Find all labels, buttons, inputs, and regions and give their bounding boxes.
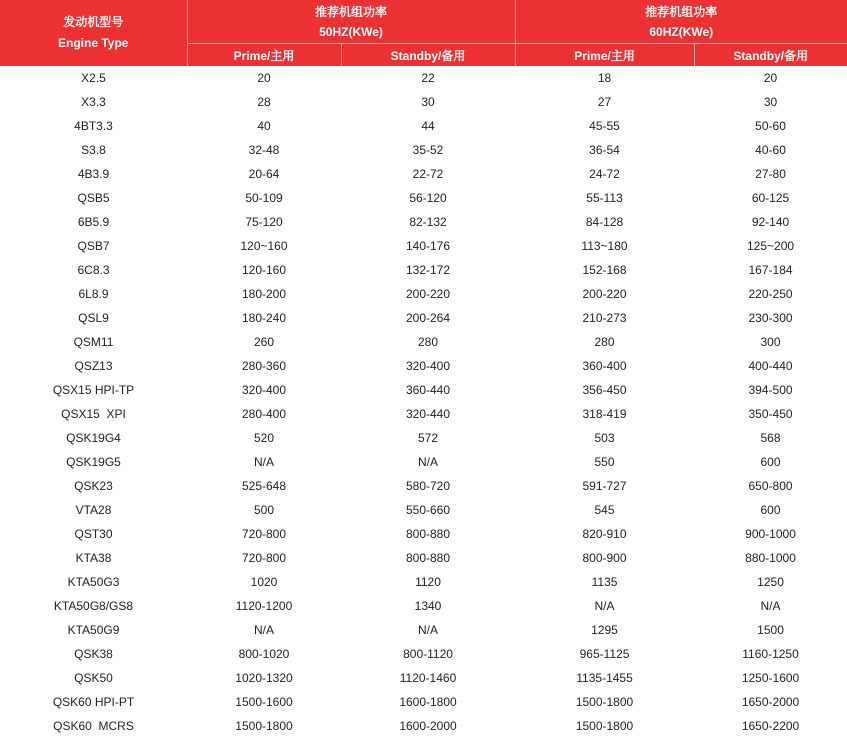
table-row <box>0 186 847 210</box>
power-60hz-standby-cell: 400-440 <box>748 359 793 373</box>
power-60hz-standby-cell: 1160-1250 <box>742 647 799 661</box>
power-60hz-prime-cell: 1135-1455 <box>576 671 633 685</box>
engine-type-cell: QSX15 HPI-TP <box>52 383 135 397</box>
power-60hz-standby-cell: 1250 <box>757 575 784 589</box>
power-50hz-standby-cell: 1120-1460 <box>399 671 457 685</box>
power-60hz-standby-cell: 92-140 <box>751 215 790 229</box>
power-60hz-standby-cell: 1250-1600 <box>741 671 800 685</box>
engine-type-cell: QSM11 <box>73 335 114 349</box>
power-50hz-prime-cell: 1120-1200 <box>235 599 293 613</box>
power-60hz-standby-cell: 1500 <box>757 623 784 637</box>
engine-type-cell: QSK19G4 <box>66 431 121 445</box>
engine-type-cell: X3.3 <box>81 95 106 109</box>
power-60hz-standby-cell: 40-60 <box>755 143 786 157</box>
power-50hz-standby-cell: 22-72 <box>412 167 444 181</box>
power-60hz-standby-cell: 650-800 <box>748 479 793 493</box>
table-row <box>0 354 847 378</box>
power-50hz-standby-cell: 132-172 <box>405 263 451 277</box>
table-row <box>0 618 847 642</box>
power-50hz-prime-cell: 20 <box>257 71 271 85</box>
table-row <box>0 66 847 90</box>
power-50hz-prime-cell: 75-120 <box>245 215 283 229</box>
engine-type-cell: QSK38 <box>74 647 113 661</box>
power-50hz-standby-cell: 320-440 <box>405 407 451 421</box>
table-row <box>0 474 847 498</box>
engine-type-header-en: Engine Type <box>58 36 129 50</box>
power-60hz-standby-cell: 300 <box>760 335 781 349</box>
power-60hz-prime-cell: 27 <box>597 95 612 109</box>
table-row <box>0 594 847 618</box>
table-row <box>0 210 847 234</box>
table-row <box>0 234 847 258</box>
power-50hz-prime-cell: 180-200 <box>241 287 287 301</box>
engine-type-cell: QSK60 HPI-PT <box>52 695 135 709</box>
power-60hz-prime-cell: 1500-1800 <box>575 695 634 709</box>
power-60hz-standby-cell: 900-1000 <box>745 527 796 541</box>
power-50hz-prime-cell: 1020 <box>250 575 278 589</box>
table-row <box>0 162 847 186</box>
engine-type-cell: 6C8.3 <box>77 263 110 277</box>
table-row <box>0 306 847 330</box>
engine-type-cell: QSB7 <box>77 239 110 253</box>
power-50hz-header <box>187 0 515 44</box>
power-60hz-prime-cell: N/A <box>594 599 615 613</box>
power-50hz-prime-cell: 28 <box>257 95 271 109</box>
power-50hz-prime-cell: 720-800 <box>241 551 287 565</box>
power-50hz-prime-cell: 320-400 <box>241 383 287 397</box>
engine-type-cell: 4BT3.3 <box>74 119 113 133</box>
power-60hz-prime-cell: 113~180 <box>581 239 628 253</box>
power-50hz-prime-cell: 800-1020 <box>238 647 290 661</box>
table-row <box>0 498 847 522</box>
power-60hz-standby-cell: 880-1000 <box>745 551 796 565</box>
power-60hz-standby-cell: 600 <box>760 503 781 517</box>
engine-type-cell: KTA50G3 <box>67 575 120 589</box>
power-60hz-prime-cell: 550 <box>594 455 615 469</box>
power-60hz-header <box>515 0 847 44</box>
table-header <box>0 0 847 66</box>
power-60hz-prime-cell: 591-727 <box>582 479 627 493</box>
column-header-60hz-standby: Standby/备用 <box>694 44 847 67</box>
table-row <box>0 378 847 402</box>
engine-type-cell: 6L8.9 <box>78 287 109 301</box>
power-60hz-unit: 60HZ(KWe) <box>649 24 714 39</box>
power-50hz-prime-cell: 520 <box>253 431 275 445</box>
power-60hz-standby-cell: 1650-2000 <box>741 695 800 709</box>
table-row <box>0 570 847 594</box>
power-50hz-standby-cell: 200-220 <box>405 287 451 301</box>
power-50hz-prime-cell: 280-400 <box>241 407 287 421</box>
engine-type-cell: QSK50 <box>74 671 113 685</box>
power-50hz-prime-cell: N/A <box>253 623 274 637</box>
table-row <box>0 714 847 738</box>
power-50hz-prime-cell: 50-109 <box>245 191 283 205</box>
engine-type-cell: KTA50G8/GS8 <box>53 599 134 613</box>
power-60hz-standby-cell: 30 <box>763 95 778 109</box>
power-50hz-standby-cell: 572 <box>417 431 439 445</box>
power-60hz-prime-cell: 545 <box>594 503 615 517</box>
engine-type-cell: X2.5 <box>81 71 106 85</box>
power-50hz-standby-cell: 800-880 <box>405 527 451 541</box>
power-60hz-prime-cell: 800-900 <box>582 551 627 565</box>
power-60hz-prime-cell: 820-910 <box>582 527 627 541</box>
engine-type-header-cn: 发动机型号 <box>63 15 124 29</box>
power-60hz-standby-cell: 167-184 <box>748 263 793 277</box>
power-50hz-prime-cell: 120-160 <box>241 263 287 277</box>
power-50hz-standby-cell: 320-400 <box>405 359 451 373</box>
power-50hz-prime-cell: 1500-1800 <box>235 719 293 733</box>
power-50hz-standby-cell: 800-880 <box>405 551 451 565</box>
power-50hz-standby-cell: 56-120 <box>409 191 447 205</box>
power-60hz-prime-cell: 152-168 <box>582 263 627 277</box>
power-60hz-prime-cell: 318-419 <box>582 407 627 421</box>
engine-type-cell: 6B5.9 <box>77 215 110 229</box>
power-60hz-standby-cell: 220-250 <box>748 287 793 301</box>
power-50hz-prime-cell: 32-48 <box>248 143 280 157</box>
column-header-50hz-prime: Prime/主用 <box>187 44 341 67</box>
power-50hz-standby-cell: 360-440 <box>405 383 451 397</box>
table-body <box>0 66 847 738</box>
power-60hz-standby-cell: 350-450 <box>748 407 793 421</box>
power-60hz-standby-cell: 20 <box>763 71 778 85</box>
power-50hz-prime-cell: 120~160 <box>240 239 288 253</box>
power-60hz-standby-cell: 60-125 <box>751 191 790 205</box>
power-60hz-prime-cell: 356-450 <box>582 383 627 397</box>
power-60hz-prime-cell: 24-72 <box>589 167 620 181</box>
power-50hz-prime-cell: 180-240 <box>241 311 287 325</box>
table-row <box>0 282 847 306</box>
table-row <box>0 546 847 570</box>
power-60hz-prime-cell: 1135 <box>591 575 618 589</box>
engine-type-cell: KTA38 <box>75 551 112 565</box>
power-50hz-prime-cell: 280-360 <box>241 359 287 373</box>
column-header-60hz-prime: Prime/主用 <box>515 44 694 67</box>
power-60hz-title: 推荐机组功率 <box>645 4 718 19</box>
engine-type-cell: QSZ13 <box>74 359 113 373</box>
power-50hz-standby-cell: 280 <box>417 335 439 349</box>
engine-type-cell: S3.8 <box>81 143 106 157</box>
power-50hz-prime-cell: 20-64 <box>248 167 280 181</box>
power-50hz-prime-cell: 260 <box>253 335 275 349</box>
engine-type-cell: QSK19G5 <box>66 455 121 469</box>
power-50hz-prime-cell: 525-648 <box>241 479 287 493</box>
power-60hz-prime-cell: 360-400 <box>582 359 627 373</box>
engine-type-cell: QST30 <box>74 527 113 541</box>
power-50hz-standby-cell: 140-176 <box>405 239 451 253</box>
power-50hz-standby-cell: 44 <box>421 119 435 133</box>
column-header-50hz-standby: Standby/备用 <box>341 44 515 67</box>
engine-type-cell: QSL9 <box>78 311 109 325</box>
power-50hz-standby-cell: 1120 <box>415 575 441 589</box>
table-row <box>0 666 847 690</box>
power-60hz-standby-cell: 50-60 <box>755 119 786 133</box>
engine-type-cell: QSK60 MCRS <box>53 719 134 733</box>
table-row <box>0 402 847 426</box>
power-60hz-standby-cell: 394-500 <box>748 383 793 397</box>
engine-type-cell: VTA28 <box>75 503 112 517</box>
power-50hz-prime-cell: 720-800 <box>241 527 287 541</box>
power-50hz-standby-cell: 1600-2000 <box>399 719 457 733</box>
power-50hz-standby-cell: N/A <box>418 455 439 469</box>
table-row <box>0 690 847 714</box>
engine-type-header <box>0 0 187 66</box>
power-60hz-prime-cell: 1500-1800 <box>575 719 634 733</box>
power-50hz-standby-cell: 550-660 <box>405 503 451 517</box>
power-50hz-prime-cell: N/A <box>253 455 274 469</box>
power-60hz-standby-cell: N/A <box>760 599 781 613</box>
table-row <box>0 426 847 450</box>
table-row <box>0 114 847 138</box>
table-row <box>0 330 847 354</box>
table-row <box>0 258 847 282</box>
power-60hz-standby-cell: 568 <box>760 431 781 445</box>
power-50hz-standby-cell: 30 <box>421 95 435 109</box>
power-50hz-prime-cell: 1020-1320 <box>235 671 293 685</box>
power-60hz-standby-cell: 600 <box>760 455 781 469</box>
power-50hz-standby-cell: 200-264 <box>405 311 451 325</box>
power-50hz-standby-cell: 82-132 <box>409 215 447 229</box>
engine-type-cell: QSK23 <box>74 479 113 493</box>
power-50hz-unit: 50HZ(KWe) <box>319 24 383 39</box>
table-row <box>0 642 847 666</box>
power-60hz-prime-cell: 210-273 <box>582 311 627 325</box>
power-60hz-prime-cell: 965-1125 <box>579 647 630 661</box>
power-60hz-prime-cell: 45-55 <box>589 119 620 133</box>
power-50hz-standby-cell: 580-720 <box>405 479 451 493</box>
power-50hz-prime-cell: 40 <box>257 119 271 133</box>
power-60hz-prime-cell: 84-128 <box>585 215 624 229</box>
power-60hz-prime-cell: 1295 <box>591 623 618 637</box>
power-60hz-standby-cell: 1650-2200 <box>741 719 800 733</box>
power-60hz-standby-cell: 125~200 <box>746 239 795 253</box>
engine-type-cell: QSB5 <box>77 191 110 205</box>
power-50hz-standby-cell: 22 <box>421 71 435 85</box>
power-60hz-standby-cell: 27-80 <box>755 167 786 181</box>
power-50hz-standby-cell: 1340 <box>414 599 442 613</box>
power-50hz-standby-cell: 800-1120 <box>403 647 453 661</box>
power-50hz-standby-cell: N/A <box>418 623 439 637</box>
power-50hz-prime-cell: 500 <box>253 503 275 517</box>
power-50hz-standby-cell: 35-52 <box>412 143 444 157</box>
table-row <box>0 138 847 162</box>
power-50hz-standby-cell: 1600-1800 <box>399 695 457 709</box>
table-row <box>0 90 847 114</box>
table-row <box>0 522 847 546</box>
power-60hz-prime-cell: 18 <box>597 71 612 85</box>
engine-type-cell: KTA50G9 <box>67 623 120 637</box>
power-50hz-prime-cell: 1500-1600 <box>235 695 293 709</box>
engine-type-cell: QSX15 XPI <box>61 407 126 421</box>
power-60hz-prime-cell: 36-54 <box>589 143 620 157</box>
power-50hz-title: 推荐机组功率 <box>315 4 388 19</box>
engine-type-cell: 4B3.9 <box>77 167 110 181</box>
table-row <box>0 450 847 474</box>
power-60hz-standby-cell: 230-300 <box>748 311 793 325</box>
power-60hz-prime-cell: 55-113 <box>586 191 623 205</box>
power-60hz-prime-cell: 503 <box>594 431 615 445</box>
power-60hz-prime-cell: 200-220 <box>582 287 627 301</box>
power-60hz-prime-cell: 280 <box>594 335 615 349</box>
